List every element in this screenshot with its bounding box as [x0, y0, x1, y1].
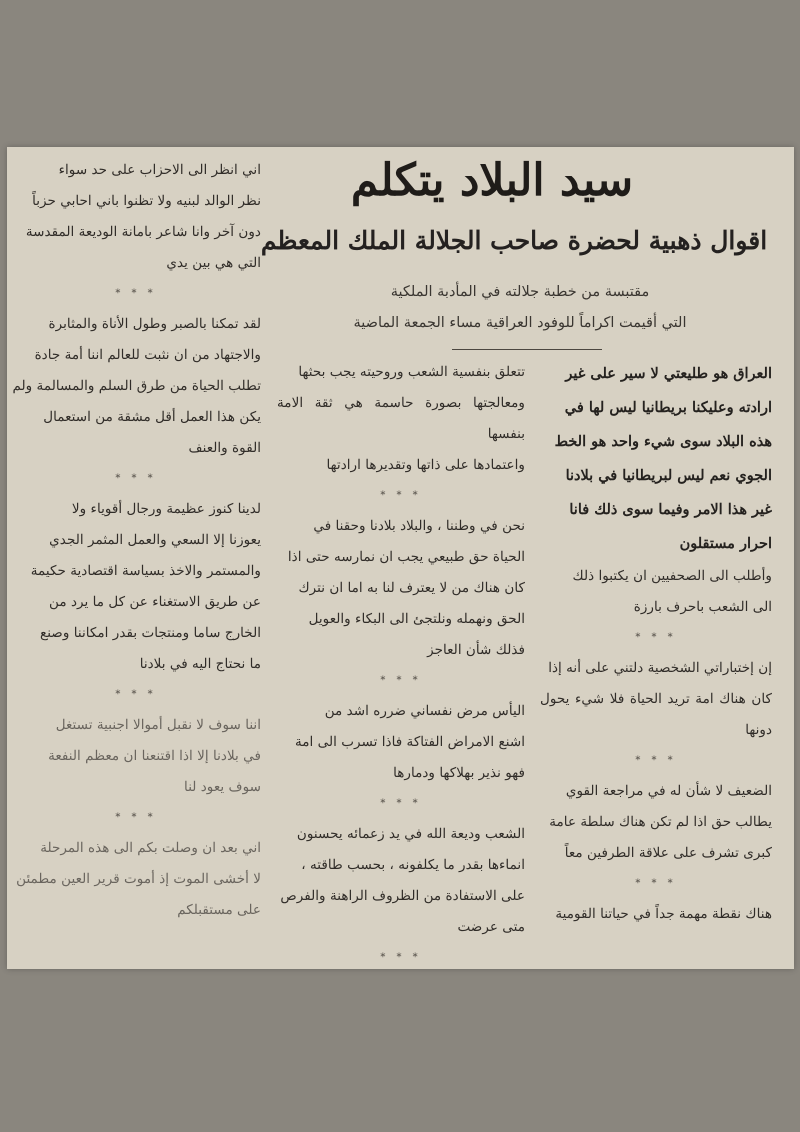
- column-line: الى الشعب باحرف بارزة: [633, 599, 772, 615]
- column-line: القوة والعنف: [188, 440, 261, 456]
- article-subtitle: اقوال ذهبية لحضرة صاحب الجلالة الملك المعظم: [260, 226, 768, 255]
- column-line: والاجتهاد من ان نثبت للعالم اننا أمة جادة: [34, 347, 261, 363]
- column-line: متى عرضت: [457, 919, 525, 935]
- column-line: يكن هذا العمل أقل مشقة من استعمال: [43, 409, 261, 425]
- column-line: اني بعد ان وصلت بكم الى هذه المرحلة: [40, 840, 261, 856]
- column-line: الحياة حق طبيعي يجب ان نمارسه حتى اذا: [287, 549, 525, 565]
- column-right: [540, 357, 772, 930]
- column-line: ما نحتاج اليه في بلادنا: [139, 656, 261, 672]
- column-line: إن إختباراتي الشخصية دلتني على أنه إذا: [548, 660, 772, 676]
- column-line: تطلب الحياة من طرق السلم والمسالمة ولم: [12, 378, 261, 394]
- column-left: [11, 147, 261, 926]
- article-title: سيد البلاد يتكلم: [350, 155, 634, 206]
- column-line: يطالب حق اذا لم تكن هناك سلطة عامة: [549, 814, 772, 830]
- column-line: لا أخشى الموت إذ أموت قرير العين مطمئن: [16, 871, 261, 887]
- column-line: يعوزنا إلا السعي والعمل المثمر الجدي: [49, 532, 261, 548]
- section-separator: * * *: [115, 288, 157, 299]
- column-line: لدينا كنوز عظيمة ورجال أقوياء ولا: [71, 501, 261, 517]
- column-line: انماءها بقدر ما يكلفونه ، بحسب طاقته ،: [301, 857, 525, 873]
- column-line: نحن في وطننا ، والبلاد بلادنا وحقنا في: [313, 518, 525, 534]
- column-line: الضعيف لا شأن له في مراجعة القوي: [565, 783, 772, 799]
- section-separator: * * *: [635, 878, 677, 889]
- column-line: على مستقبلكم: [177, 902, 261, 918]
- section-separator: * * *: [115, 689, 157, 700]
- section-separator: * * *: [635, 755, 677, 766]
- column-line: هناك نقطة مهمة جداً في حياتنا القومية: [555, 906, 772, 922]
- column-line: الشعب وديعة الله في يد زعمائه يحسنون: [296, 826, 525, 842]
- column-line: عن طريق الاستغناء عن كل ما يرد من: [49, 594, 261, 610]
- column-middle: [277, 357, 525, 969]
- column-line: اننا سوف لا نقبل أموالا اجنبية تستغل: [55, 717, 261, 733]
- column-line: اشنع الامراض الفتاكة فاذا تسرب الى امة: [294, 734, 525, 750]
- article-intro-line-1: مقتبسة من خطبة جلالته في المأدبة الملكية: [390, 284, 650, 300]
- column-line: كبرى تشرف على علاقة الطرفين معاً: [564, 845, 772, 861]
- article-intro-line-2: التي أقيمت اكراماً للوفود العراقية مساء الجمعة الماضية: [353, 315, 687, 331]
- column-line: العراق هو طليعتي لا سير على غير: [565, 365, 772, 382]
- column-line: الجوي نعم ليس لبريطانيا في بلادنا: [565, 467, 772, 484]
- column-line: هذه البلاد سوى شيء واحد هو الخط: [554, 433, 772, 450]
- column-line: نظر الوالد لبنيه ولا تظنوا باني احابي حزباً: [32, 193, 261, 209]
- column-line: الخارج ساما ومنتجات بقدر امكاننا وصنع: [39, 625, 261, 641]
- column-line: الحق ونهمله ونلتجئ الى البكاء والعويل: [308, 611, 525, 627]
- column-line: اليأس مرض نفساني ضرره اشد من: [324, 703, 525, 719]
- section-separator: * * *: [115, 812, 157, 823]
- section-separator: * * *: [380, 798, 422, 809]
- column-line: لقد تمكنا بالصبر وطول الأناة والمثابرة: [48, 316, 261, 332]
- section-separator: * * *: [380, 490, 422, 501]
- section-separator: * * *: [635, 632, 677, 643]
- column-line: والمستمر والاخذ بسياسة اقتصادية حكيمة: [30, 563, 261, 579]
- column-line: واعتمادها على ذاتها وتقديرها ارادتها: [326, 457, 525, 473]
- column-line: تتعلق بنفسية الشعب وروحيته يجب بحثها: [298, 364, 525, 380]
- column-line: غير هذا الامر وفيما سوى ذلك فانا: [569, 501, 772, 518]
- column-line: دون آخر وانا شاعر بامانة الوديعة المقدسة: [25, 224, 261, 240]
- column-line: التي هي بين يدي: [166, 255, 261, 271]
- column-line: فذلك شأن العاجز: [427, 642, 525, 658]
- column-line: على الاستفادة من الظروف الراهنة والفرص: [280, 888, 525, 904]
- column-line: اني انظر الى الاحزاب على حد سواء: [58, 162, 261, 178]
- column-line: كان هناك امة تريد الحياة فلا شيء يحول دونها: [540, 691, 772, 738]
- column-line: ومعالجتها بصورة حاسمة هي ثقة الامة بنفسها: [277, 395, 525, 442]
- column-line: في بلادنا إلا اذا اقتنعنا ان معظم النفعة: [48, 748, 261, 764]
- column-line: احرار مستقلون: [679, 535, 772, 552]
- column-line: ارادته وعليكنا بريطانيا ليس لها في: [564, 399, 772, 416]
- column-line: سوف يعود لنا: [184, 779, 261, 795]
- section-separator: * * *: [380, 675, 422, 686]
- column-line: فهو نذير بهلاكها ودمارها: [393, 765, 525, 781]
- title-divider: [452, 349, 602, 350]
- section-separator: * * *: [380, 952, 422, 963]
- section-separator: * * *: [115, 473, 157, 484]
- column-line: وأطلب الى الصحفيين ان يكتبوا ذلك: [572, 568, 772, 584]
- newspaper-page: [7, 147, 794, 969]
- column-line: كان هناك من لا يعترف لنا به اما ان نترك: [298, 580, 525, 596]
